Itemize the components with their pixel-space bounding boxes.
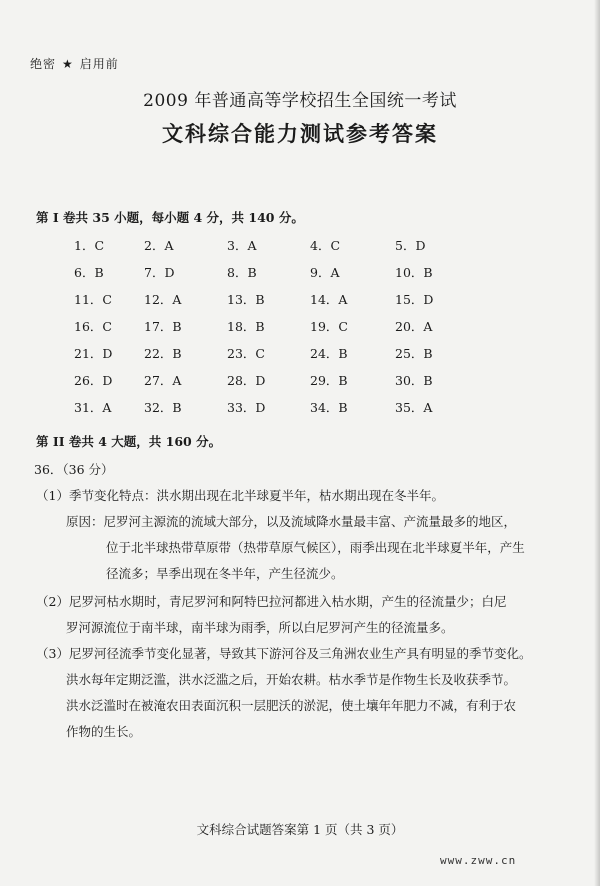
answer-item: 34．B <box>310 400 348 415</box>
answer-item: 17．B <box>144 319 182 334</box>
q36-line: 洪水每年定期泛滥，洪水泛滥之后，开始农耕。枯水季节是作物生长及收获季节。 <box>66 672 517 687</box>
q36-line: 原因：尼罗河主源流的流域大部分，以及流域降水量最丰富、产流量最多的地区， <box>66 514 517 529</box>
answer-item: 21．D <box>74 346 113 361</box>
answer-item: 13．B <box>227 292 265 307</box>
answer-item: 11．C <box>74 292 112 307</box>
answer-item: 30．B <box>395 373 433 388</box>
answer-item: 2．A <box>144 238 174 253</box>
exam-title: 2009 年普通高等学校招生全国统一考试 <box>143 91 457 111</box>
answer-item: 32．B <box>144 400 182 415</box>
q36-line: 径流多；旱季出现在冬半年，产生径流少。 <box>106 566 344 581</box>
document-title: 文科综合能力测试参考答案 <box>162 121 438 146</box>
section-2-heading: 第 II 卷共 4 大题，共 160 分。 <box>36 434 222 449</box>
answer-item: 31．A <box>74 400 112 415</box>
answer-item: 33．D <box>227 400 266 415</box>
q36-line: （2）尼罗河枯水期时，青尼罗河和阿特巴拉河都进入枯水期，产生的径流量少；白尼 <box>36 594 507 609</box>
answer-item: 28．D <box>227 373 266 388</box>
answer-item: 12．A <box>144 292 182 307</box>
page-footer: 文科综合试题答案第 1 页（共 3 页） <box>196 822 404 837</box>
watermark: www.zww.cn <box>440 854 517 867</box>
answer-item: 15．D <box>395 292 434 307</box>
answer-item: 4．C <box>310 238 341 253</box>
answer-item: 14．A <box>310 292 348 307</box>
answer-item: 8．B <box>227 265 257 280</box>
answer-item: 20．A <box>395 319 433 334</box>
confidential-right: 启用前 <box>79 57 119 71</box>
answer-item: 5．D <box>395 238 426 253</box>
answer-item: 25．B <box>395 346 433 361</box>
answer-item: 19．C <box>310 319 348 334</box>
answer-item: 26．D <box>74 373 113 388</box>
answer-item: 22．B <box>144 346 182 361</box>
q36-line: 罗河源流位于南半球，南半球为雨季，所以白尼罗河产生的径流量多。 <box>66 620 454 635</box>
star-icon: ★ <box>62 57 74 71</box>
answer-item: 24．B <box>310 346 348 361</box>
q36-line: 位于北半球热带草原带（热带草原气候区），雨季出现在北半球夏半年，产生 <box>106 540 525 555</box>
answer-item: 16．C <box>74 319 112 334</box>
answer-item: 18．B <box>227 319 265 334</box>
question-36-header: 36．（36 分） <box>34 462 114 477</box>
answer-item: 29．B <box>310 373 348 388</box>
answer-item: 6．B <box>74 265 104 280</box>
answer-item: 1．C <box>74 238 105 253</box>
q36-line: （1）季节变化特点：洪水期出现在北半球夏半年，枯水期出现在冬半年。 <box>36 488 444 503</box>
section-1-heading: 第 I 卷共 35 小题，每小题 4 分，共 140 分。 <box>36 210 304 225</box>
answer-item: 27．A <box>144 373 182 388</box>
confidential-left: 绝密 <box>30 57 57 71</box>
answer-item: 9．A <box>310 265 340 280</box>
confidential-label <box>30 55 119 72</box>
answer-item: 3．A <box>227 238 257 253</box>
answer-grid <box>50 236 450 416</box>
answer-item: 10．B <box>395 265 433 280</box>
answer-item: 23．C <box>227 346 265 361</box>
q36-line: 作物的生长。 <box>66 724 142 739</box>
q36-line: （3）尼罗河径流季节变化显著，导致其下游河谷及三角洲农业生产具有明显的季节变化。 <box>36 646 532 661</box>
answer-item: 35．A <box>395 400 433 415</box>
answer-item: 7．D <box>144 265 175 280</box>
q36-line: 洪水泛滥时在被淹农田表面沉积一层肥沃的淤泥，使土壤年年肥力不减，有利于农 <box>66 698 517 713</box>
